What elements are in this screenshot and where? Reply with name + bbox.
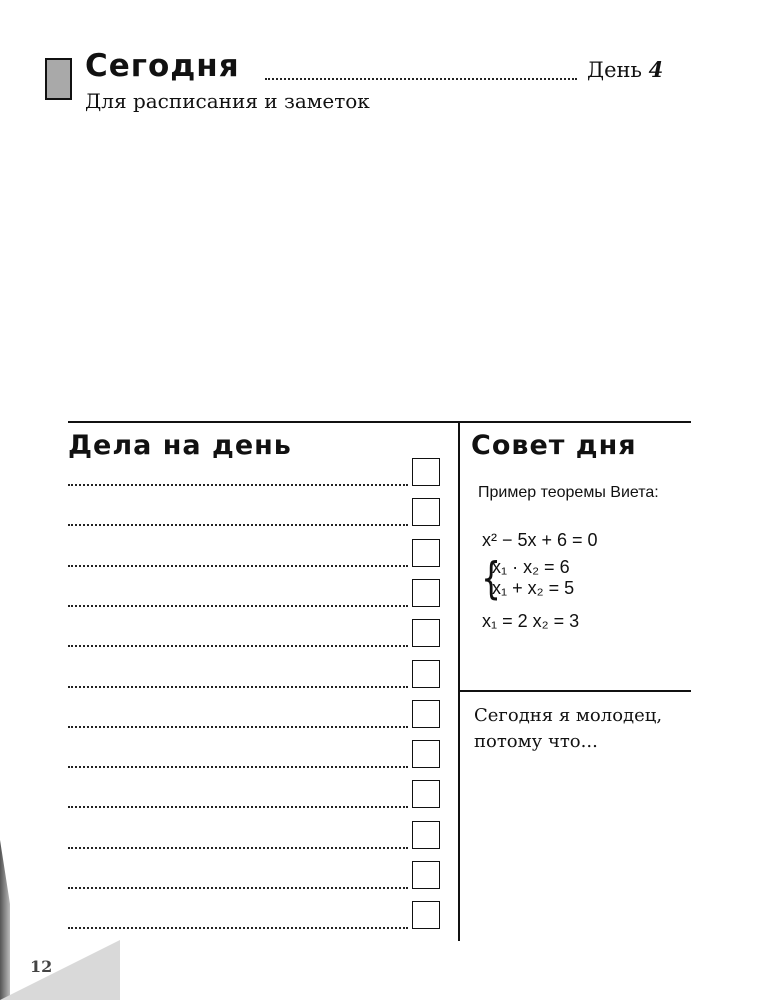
system-brace: { <box>481 553 501 604</box>
task-checkbox[interactable] <box>412 660 440 688</box>
day-number: 4 <box>648 57 664 82</box>
task-checkbox[interactable] <box>412 498 440 526</box>
task-checkbox[interactable] <box>412 821 440 849</box>
day-indicator <box>587 57 663 82</box>
task-row[interactable] <box>68 498 443 528</box>
task-row[interactable] <box>68 619 443 649</box>
page-title: Сегодня <box>85 48 240 84</box>
title-fill-line <box>265 58 577 80</box>
task-write-line[interactable] <box>68 565 408 567</box>
task-row[interactable] <box>68 740 443 770</box>
tasks-heading: Дела на день <box>68 430 292 461</box>
task-write-line[interactable] <box>68 927 408 929</box>
task-checkbox[interactable] <box>412 861 440 889</box>
task-write-line[interactable] <box>68 806 408 808</box>
tip-bottom-rule <box>458 690 691 692</box>
praise-note <box>474 703 694 755</box>
task-write-line[interactable] <box>68 645 408 647</box>
equation-system-product: x₁ · x₂ = 6 <box>492 557 570 577</box>
section-top-rule <box>68 421 691 423</box>
day-label: День <box>587 58 642 82</box>
header-marker <box>45 58 72 100</box>
task-row[interactable] <box>68 458 443 488</box>
task-checkbox[interactable] <box>412 740 440 768</box>
praise-line-1: Сегодня я молодец, <box>474 705 663 726</box>
task-checkbox[interactable] <box>412 619 440 647</box>
task-write-line[interactable] <box>68 524 408 526</box>
task-write-line[interactable] <box>68 847 408 849</box>
task-checkbox[interactable] <box>412 539 440 567</box>
task-write-line[interactable] <box>68 605 408 607</box>
tip-label: Пример теоремы Виета: <box>478 484 659 501</box>
task-row[interactable] <box>68 700 443 730</box>
task-checkbox[interactable] <box>412 458 440 486</box>
tip-heading: Совет дня <box>471 430 637 461</box>
task-write-line[interactable] <box>68 484 408 486</box>
task-row[interactable] <box>68 780 443 810</box>
equation-quadratic: x² − 5x + 6 = 0 <box>482 530 598 550</box>
praise-line-2: потому что... <box>474 731 598 752</box>
task-checkbox[interactable] <box>412 780 440 808</box>
task-row[interactable] <box>68 901 443 931</box>
task-write-line[interactable] <box>68 686 408 688</box>
equation-roots: x₁ = 2 x₂ = 3 <box>482 611 580 631</box>
page-number: 12 <box>30 957 53 976</box>
task-checkbox[interactable] <box>412 700 440 728</box>
task-row[interactable] <box>68 660 443 690</box>
section-divider <box>458 421 460 941</box>
task-write-line[interactable] <box>68 726 408 728</box>
task-write-line[interactable] <box>68 887 408 889</box>
page-subtitle: Для расписания и заметок <box>85 89 370 113</box>
task-row[interactable] <box>68 821 443 851</box>
task-row[interactable] <box>68 861 443 891</box>
task-checkbox[interactable] <box>412 901 440 929</box>
page-corner-shade <box>0 940 120 1000</box>
task-write-line[interactable] <box>68 766 408 768</box>
task-row[interactable] <box>68 579 443 609</box>
equation-system-sum: x₁ + x₂ = 5 <box>492 578 575 598</box>
task-checkbox[interactable] <box>412 579 440 607</box>
task-row[interactable] <box>68 539 443 569</box>
